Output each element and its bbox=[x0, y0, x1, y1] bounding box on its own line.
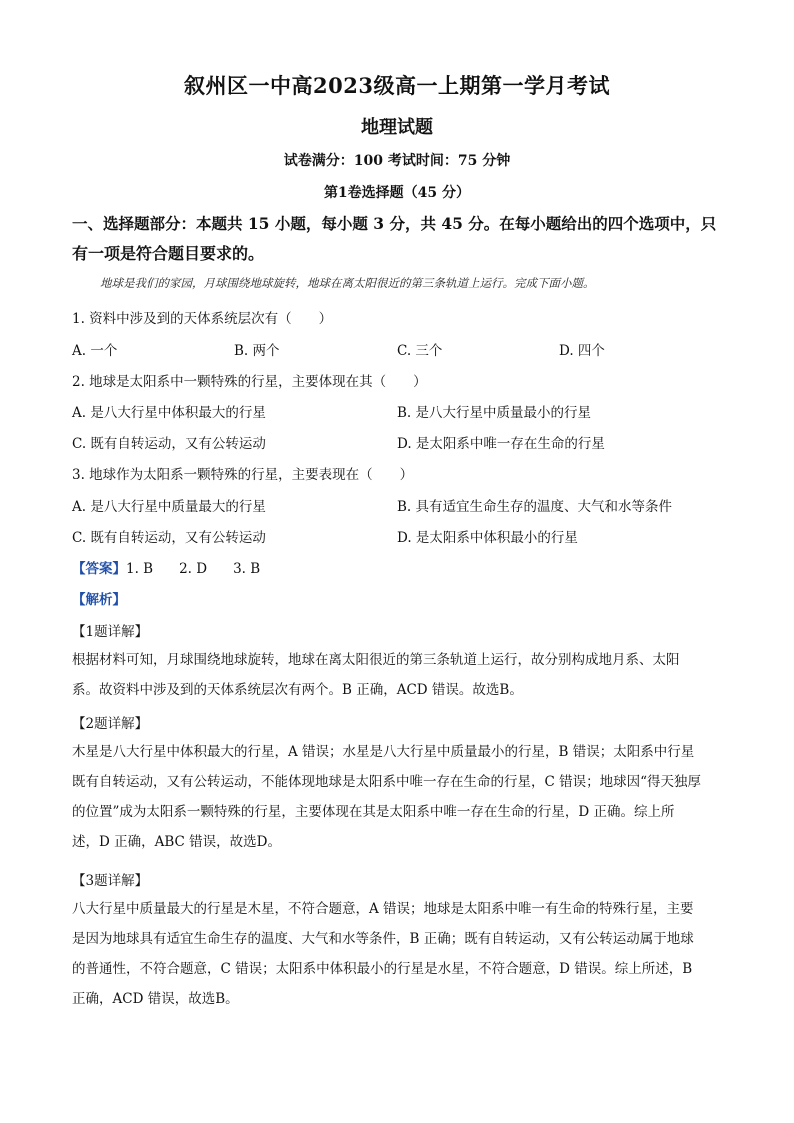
analysis-q2-line3: 的位置”成为太阳系一颗特殊的行星，主要体现在其是太阳系中唯一存在生命的行星，D 正确。综上所 bbox=[72, 804, 675, 820]
question-2-option-c: C. 既有自转运动，又有公转运动 bbox=[72, 436, 266, 452]
analysis-q2-line4: 述，D 正确，ABC 错误，故选D。 bbox=[72, 834, 281, 850]
analysis-q2-line2: 既有自转运动，又有公转运动，不能体现地球是太阳系中唯一存在生命的行星，C 错误；地球因“得天独厚 bbox=[72, 774, 702, 790]
material-passage: 地球是我们的家园，月球围绕地球旋转，地球在离太阳很近的第三条轨道上运行。完成下面小题。 bbox=[100, 276, 595, 290]
exam-info: 试卷满分：100 考试时间：75 分钟 bbox=[283, 153, 511, 169]
analysis-q2-heading: 【2题详解】 bbox=[72, 716, 149, 732]
question-1-option-a: A. 一个 bbox=[72, 343, 118, 359]
answer-tag: 【答案】 bbox=[72, 561, 126, 577]
answer-item-2: 2. D bbox=[179, 561, 208, 577]
question-3-option-b: B. 具有适宜生命生存的温度、大气和水等条件 bbox=[397, 499, 673, 515]
analysis-q2-line1: 木星是八大行星中体积最大的行星，A 错误；水星是八大行星中质量最小的行星，B 错误；太阳系中行星 bbox=[72, 744, 695, 760]
subject-title: 地理试题 bbox=[361, 117, 433, 138]
question-3-stem: 3. 地球作为太阳系一颗特殊的行星，主要表现在（ ） bbox=[72, 467, 414, 483]
analysis-q3-line1: 八大行星中质量最大的行星是木星，不符合题意，A 错误；地球是太阳系中唯一有生命的特殊行星，主要 bbox=[72, 901, 694, 917]
analysis-q1-heading: 【1题详解】 bbox=[72, 624, 149, 640]
answer-item-3: 3. B bbox=[233, 561, 261, 577]
question-1-option-c: C. 三个 bbox=[397, 343, 443, 359]
question-2-option-d: D. 是太阳系中唯一存在生命的行星 bbox=[397, 436, 605, 452]
analysis-tag: 【解析】 bbox=[72, 592, 126, 608]
analysis-q3-line4: 正确，ACD 错误，故选B。 bbox=[72, 991, 239, 1007]
question-3-option-d: D. 是太阳系中体积最小的行星 bbox=[397, 530, 578, 546]
answer-line bbox=[72, 557, 722, 577]
volume-heading: 第1卷选择题（45 分） bbox=[323, 185, 471, 201]
section-instructions-line2: 有一项是符合题目要求的。 bbox=[72, 244, 265, 263]
analysis-q3-line3: 的普通性，不符合题意，C 错误；太阳系中体积最小的行星是水星，不符合题意，D 错误。综上所述，B bbox=[72, 961, 693, 977]
answer-item-1: 1. B bbox=[126, 561, 154, 577]
analysis-q3-line2: 是因为地球具有适宜生命生存的温度、大气和水等条件，B 正确；既有自转运动，又有公转运动属于地球 bbox=[72, 931, 694, 947]
analysis-q3-heading: 【3题详解】 bbox=[72, 873, 149, 889]
question-2-stem: 2. 地球是太阳系中一颗特殊的行星，主要体现在其（ ） bbox=[72, 374, 427, 390]
question-1-option-d: D. 四个 bbox=[559, 343, 605, 359]
question-2-option-b: B. 是八大行星中质量最小的行星 bbox=[397, 405, 592, 421]
section-instructions-line1: 一、选择题部分：本题共 15 小题，每小题 3 分，共 45 分。在每小题给出的四个选项中，只 bbox=[72, 214, 717, 233]
question-3-option-a: A. 是八大行星中质量最大的行星 bbox=[72, 499, 266, 515]
question-3-option-c: C. 既有自转运动，又有公转运动 bbox=[72, 530, 266, 546]
analysis-q1-line1: 根据材料可知，月球围绕地球旋转，地球在离太阳很近的第三条轨道上运行，故分别构成地月系、太阳 bbox=[72, 652, 680, 668]
question-1-option-b: B. 两个 bbox=[234, 343, 280, 359]
exam-title: 叙州区一中高2023级高一上期第一学月考试 bbox=[184, 73, 610, 98]
question-2-option-a: A. 是八大行星中体积最大的行星 bbox=[72, 405, 266, 421]
question-1-stem: 1. 资料中涉及到的天体系统层次有（ ） bbox=[72, 311, 333, 327]
analysis-q1-line2: 系。故资料中涉及到的天体系统层次有两个。B 正确，ACD 错误。故选B。 bbox=[72, 682, 523, 698]
